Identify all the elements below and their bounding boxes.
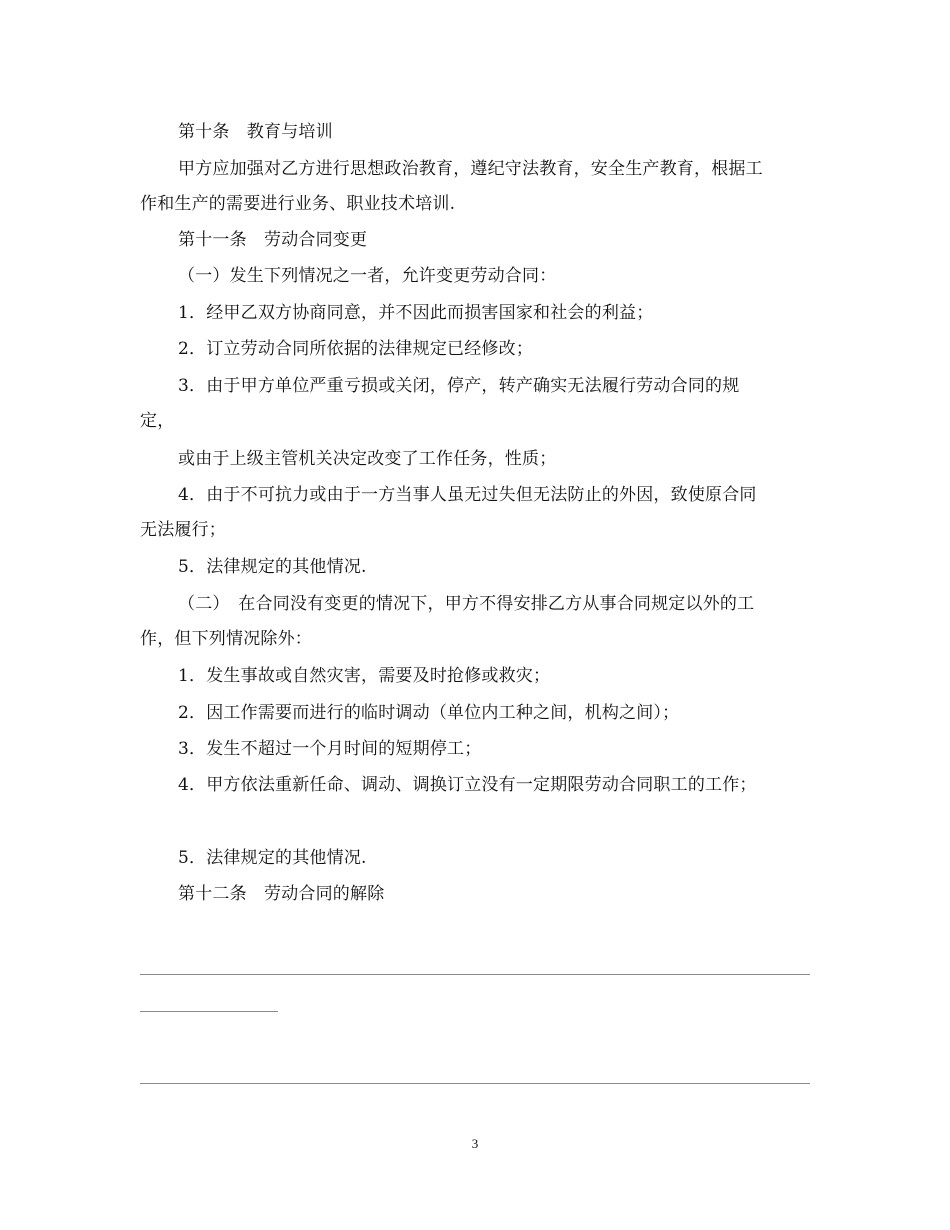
paragraph-line: （一）发生下列情况之一者，允许变更劳动合同： [178,266,557,286]
list-item: 1．经甲乙双方协商同意，并不因此而损害国家和社会的利益； [178,303,654,323]
list-item: 4．由于不可抗力或由于一方当事人虽无过失但无法防止的外因，致使原合同 [178,485,757,505]
paragraph-line: （二） 在合同没有变更的情况下，甲方不得安排乙方从事合同规定以外的工 [178,594,755,614]
paragraph-line: 无法履行； [140,520,226,540]
list-item: 2．因工作需要而进行的临时调动（单位内工种之间，机构之间）； [178,703,680,723]
list-item: 3．由于甲方单位严重亏损或关闭，停产，转产确实无法履行劳动合同的规 [178,376,740,396]
list-item: 3．发生不超过一个月时间的短期停工； [178,739,482,759]
list-item: 4．甲方依法重新任命、调动、调换订立没有一定期限劳动合同职工的工作； [178,775,757,795]
list-item: 1．发生事故或自然灾害，需要及时抢修或救灾； [178,666,551,686]
paragraph-line: 甲方应加强对乙方进行思想政治教育，遵纪守法教育，安全生产教育，根据工 [178,159,763,179]
article-10-heading: 第十条 教育与培训 [178,122,333,142]
list-item: 2．订立劳动合同所依据的法律规定已经修改； [178,339,534,359]
list-item: 5．法律规定的其他情况. [178,848,367,868]
paragraph-line: 作和生产的需要进行业务、职业技术培训. [140,194,456,214]
article-11-heading: 第十一条 劳动合同变更 [178,230,368,250]
paragraph-line: 作，但下列情况除外： [140,629,312,649]
separator-line [140,974,810,975]
article-12-heading: 第十二条 劳动合同的解除 [178,884,385,904]
paragraph-line: 定， [140,411,175,431]
paragraph-line: 或由于上级主管机关决定改变了工作任务，性质； [178,449,557,469]
separator-line-short [140,1011,278,1012]
page-number: 3 [471,1136,479,1151]
list-item: 5．法律规定的其他情况. [178,557,367,577]
separator-line [140,1083,810,1084]
